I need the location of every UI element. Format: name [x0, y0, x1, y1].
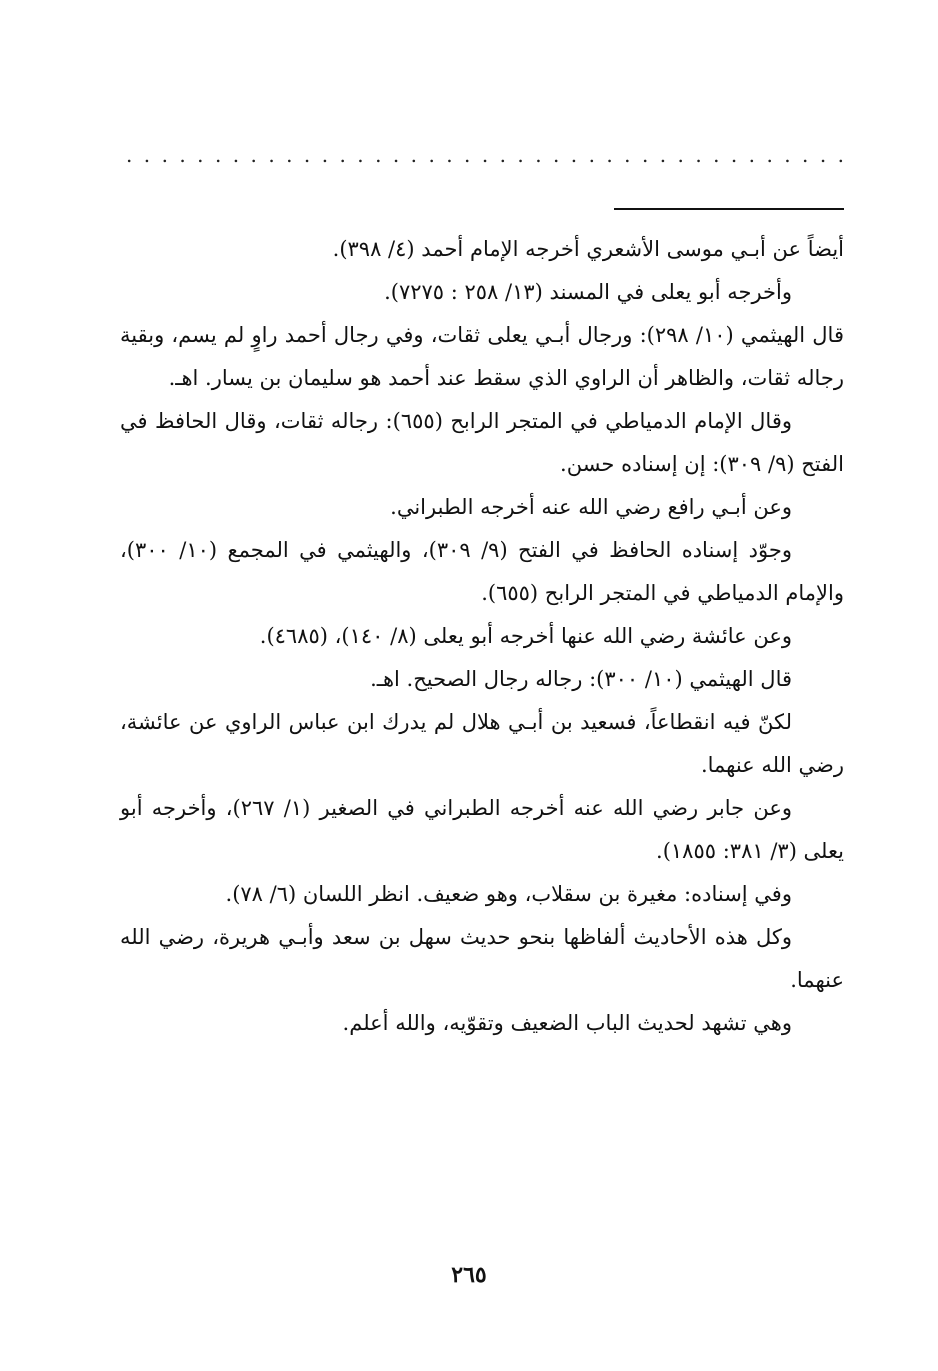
footnote-paragraph: أيضاً عن أبـي موسى الأشعري أخرجه الإمام أحمد (٤/ ٣٩٨).: [332, 237, 844, 261]
page-number: ٢٦٥: [451, 1262, 487, 1288]
footnote-paragraph: وعن أبـي رافع رضي الله عنه أخرجه الطبراني.: [390, 495, 792, 519]
footnote-paragraph: وأخرجه أبو يعلى في المسند (١٣/ ٢٥٨ : ٧٢٧٥).: [384, 280, 792, 304]
footnote-paragraph: قال الهيثمي (١٠/ ٣٠٠): رجاله رجال الصحيح. اهـ.: [370, 667, 792, 691]
footnote-paragraph: وعن جابر رضي الله عنه أخرجه الطبراني في الصغير (١/ ٢٦٧)، وأخرجه أبو يعلى (٣/ ٣٨١: ١٨٥٥).: [120, 796, 844, 863]
footnote-paragraph: لكنّ فيه انقطاعاً، فسعيد بن أبـي هلال لم يدرك ابن عباس الراوي عن عائشة، رضي الله عنهما.: [120, 710, 844, 777]
dotted-separator: . . . . . . . . . . . . . . . . . . . . . . . . . . . . . . . . . . . . . . . . .: [126, 143, 844, 167]
footnote-paragraph: وفي إسناده: مغيرة بن سقلاب، وهو ضعيف. انظر اللسان (٦/ ٧٨).: [225, 882, 792, 906]
footnote-rule: [614, 208, 844, 210]
footnote-paragraph: وجوّد إسناده الحافظ في الفتح (٩/ ٣٠٩)، والهيثمي في المجمع (١٠/ ٣٠٠)، والإمام الدمياطي في المتجر الرابح (٦٥٥).: [120, 538, 844, 605]
footnote-paragraph: وعن عائشة رضي الله عنها أخرجه أبو يعلى (٨/ ١٤٠)، (٤٦٨٥).: [259, 624, 792, 648]
footnote-paragraph: وكل هذه الأحاديث ألفاظها بنحو حديث سهل بن سعد وأبـي هريرة، رضي الله عنهما.: [120, 925, 844, 992]
footnote-paragraph: قال الهيثمي (١٠/ ٢٩٨): ورجال أبـي يعلى ثقات، وفي رجال أحمد راوٍ لم يسم، وبقية رجاله ثقات، والظاهر أن الراوي الذي سقط عند أحمد هو سليمان بن يسار. اهـ.: [120, 323, 844, 390]
footnote-paragraph: وهي تشهد لحديث الباب الضعيف وتقوّيه، والله أعلم.: [342, 1011, 792, 1035]
footnote-paragraph: وقال الإمام الدمياطي في المتجر الرابح (٦٥٥): رجاله ثقات، وقال الحافظ في الفتح (٩/ ٣٠٩): إن إسناده حسن.: [120, 409, 844, 476]
footnotes-block: [120, 228, 844, 1045]
